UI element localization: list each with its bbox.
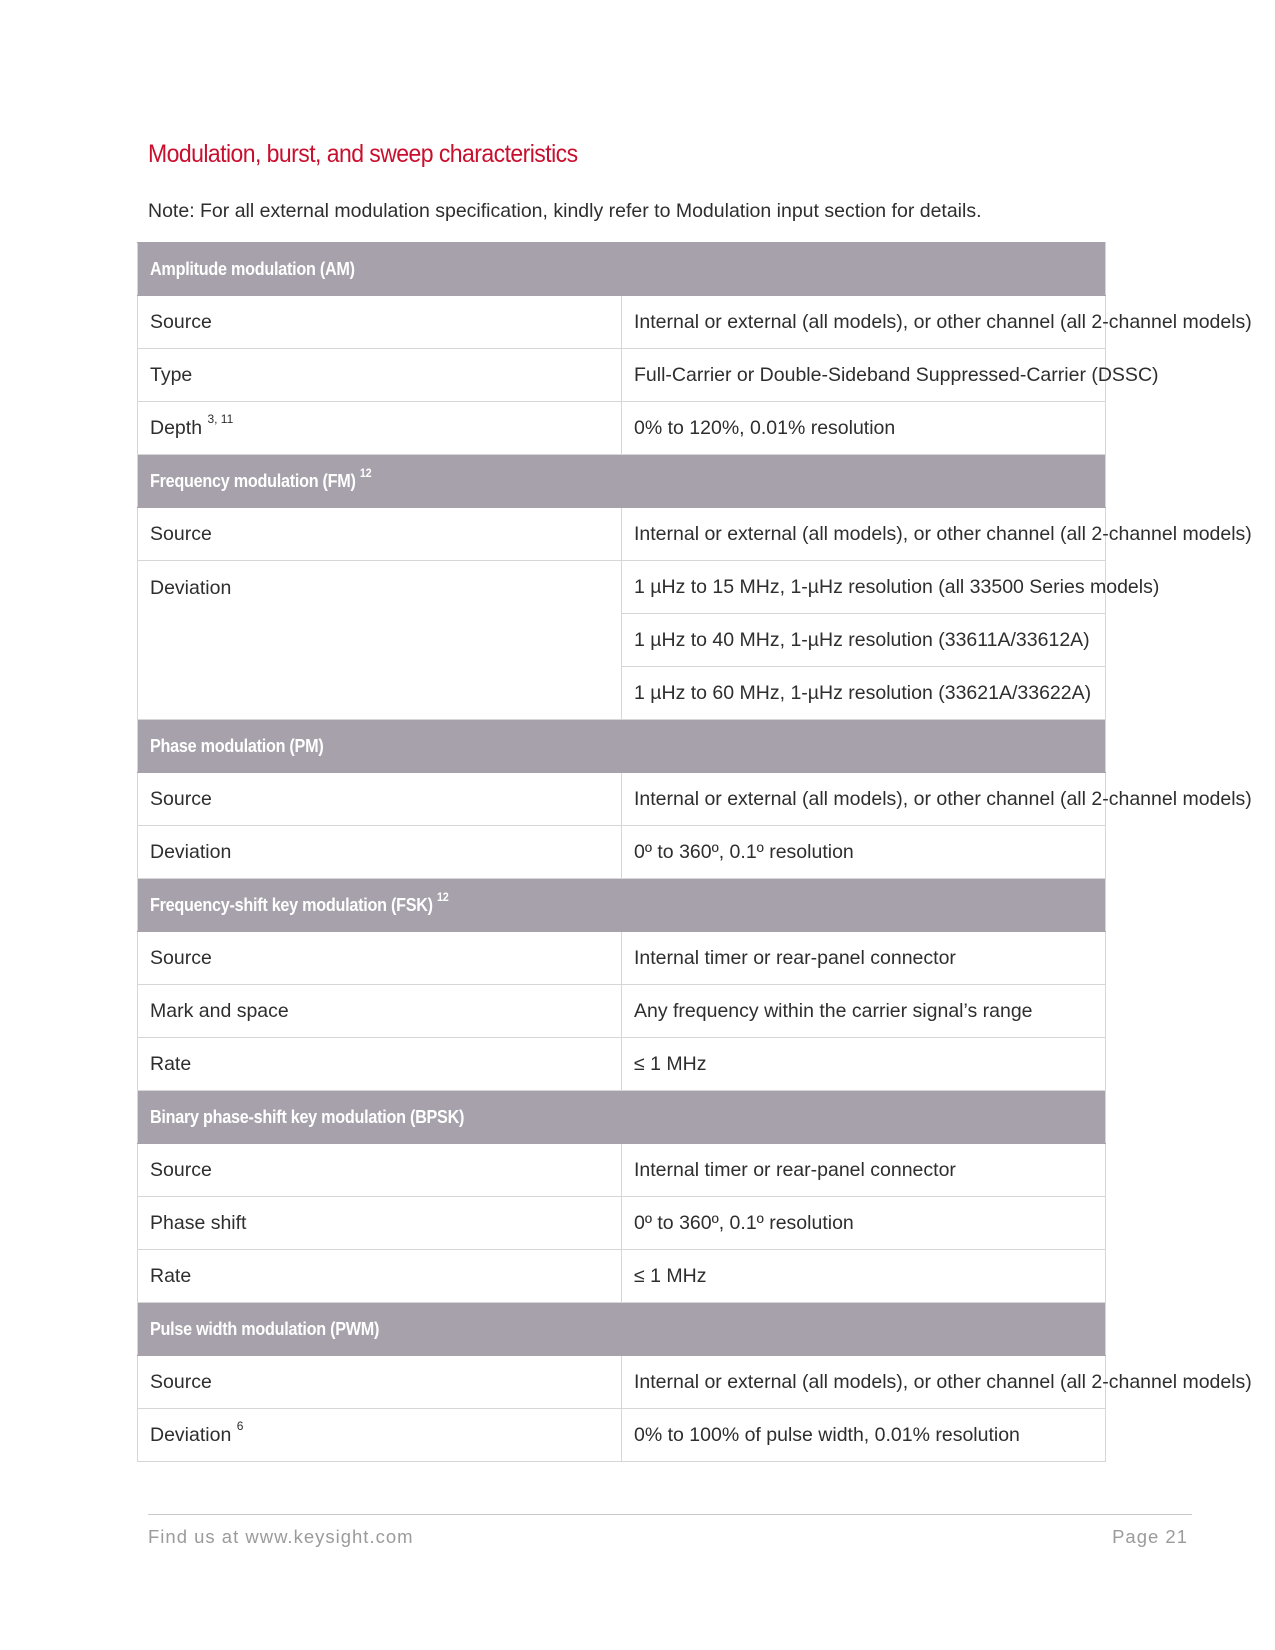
table-row — [138, 1250, 1106, 1303]
row-label: Phase shift — [138, 1197, 622, 1250]
row-label-cell — [138, 402, 622, 455]
table-row — [138, 932, 1106, 985]
table-row — [138, 402, 1106, 455]
footnote-ref: 6 — [236, 1419, 244, 1433]
row-label: Rate — [138, 1250, 622, 1303]
row-label: Source — [138, 1356, 622, 1409]
table-row — [138, 296, 1106, 349]
section-heading-fsk: Frequency-shift key modulation (FSK) — [150, 894, 433, 915]
row-value: Any frequency within the carrier signal’s range — [622, 985, 1106, 1038]
row-label: Source — [138, 1144, 622, 1197]
row-label: Source — [138, 296, 622, 349]
table-row — [138, 1409, 1106, 1462]
external-modulation-note: Note: For all external modulation specification, kindly refer to Modulation input section for details. — [148, 200, 982, 222]
row-value: Internal or external (all models), or other channel (all 2-channel models) — [622, 508, 1106, 561]
table-row — [138, 561, 1106, 614]
row-value: 1 µHz to 40 MHz, 1-µHz resolution (33611A/33612A) — [622, 614, 1106, 667]
section-heading-fm: Frequency modulation (FM) — [150, 470, 356, 491]
section-heading-bpsk: Binary phase-shift key modulation (BPSK) — [150, 1106, 465, 1127]
row-label: Mark and space — [138, 985, 622, 1038]
footer-divider — [148, 1514, 1192, 1515]
row-value: 0% to 100% of pulse width, 0.01% resolution — [622, 1409, 1106, 1462]
page-title: Modulation, burst, and sweep characteristics — [148, 140, 578, 168]
section-header-fsk — [138, 879, 1106, 932]
table-row — [138, 985, 1106, 1038]
section-header-bpsk — [138, 1091, 1106, 1144]
table-row — [138, 826, 1106, 879]
row-value: ≤ 1 MHz — [622, 1250, 1106, 1303]
row-label: Deviation — [138, 561, 622, 720]
modulation-spec-table — [137, 242, 1252, 1462]
table-row — [138, 1038, 1106, 1091]
row-label-cell — [138, 1409, 622, 1462]
row-value: 1 µHz to 15 MHz, 1-µHz resolution (all 33500 Series models) — [622, 561, 1106, 614]
row-label: Source — [138, 932, 622, 985]
footnote-ref: 12 — [437, 889, 449, 904]
section-header-pm — [138, 720, 1106, 773]
row-label: Deviation — [138, 826, 622, 879]
section-header-fm — [138, 455, 1106, 508]
footer-website: Find us at www.keysight.com — [148, 1526, 414, 1547]
row-label: Source — [138, 508, 622, 561]
section-heading-pwm: Pulse width modulation (PWM) — [150, 1318, 380, 1339]
table-row — [138, 508, 1106, 561]
page-number: Page 21 — [1112, 1526, 1188, 1547]
row-value: Full-Carrier or Double-Sideband Suppressed-Carrier (DSSC) — [622, 349, 1106, 402]
row-label: Source — [138, 773, 622, 826]
row-label: Type — [138, 349, 622, 402]
row-value: Internal or external (all models), or other channel (all 2-channel models) — [622, 773, 1106, 826]
table-row — [138, 349, 1106, 402]
table-row — [138, 1144, 1106, 1197]
row-label: Rate — [138, 1038, 622, 1091]
row-value: 0º to 360º, 0.1º resolution — [622, 826, 1106, 879]
row-label: Depth — [150, 416, 203, 439]
section-heading-am: Amplitude modulation (AM) — [150, 258, 355, 279]
table-row — [138, 1356, 1106, 1409]
row-value: Internal timer or rear-panel connector — [622, 1144, 1106, 1197]
row-value: Internal or external (all models), or other channel (all 2-channel models) — [622, 296, 1106, 349]
row-value: 1 µHz to 60 MHz, 1-µHz resolution (33621A/33622A) — [622, 667, 1106, 720]
section-header-pwm — [138, 1303, 1106, 1356]
section-heading-pm: Phase modulation (PM) — [150, 735, 324, 756]
row-label: Deviation — [150, 1423, 232, 1446]
row-value: 0º to 360º, 0.1º resolution — [622, 1197, 1106, 1250]
table-row — [138, 1197, 1106, 1250]
row-value: Internal or external (all models), or other channel (all 2-channel models) — [622, 1356, 1106, 1409]
footnote-ref: 12 — [359, 465, 372, 480]
footnote-ref: 3, 11 — [207, 412, 234, 426]
table-row — [138, 773, 1106, 826]
row-value: Internal timer or rear-panel connector — [622, 932, 1106, 985]
row-value: 0% to 120%, 0.01% resolution — [622, 402, 1106, 455]
section-header-am — [138, 243, 1106, 296]
row-value: ≤ 1 MHz — [622, 1038, 1106, 1091]
